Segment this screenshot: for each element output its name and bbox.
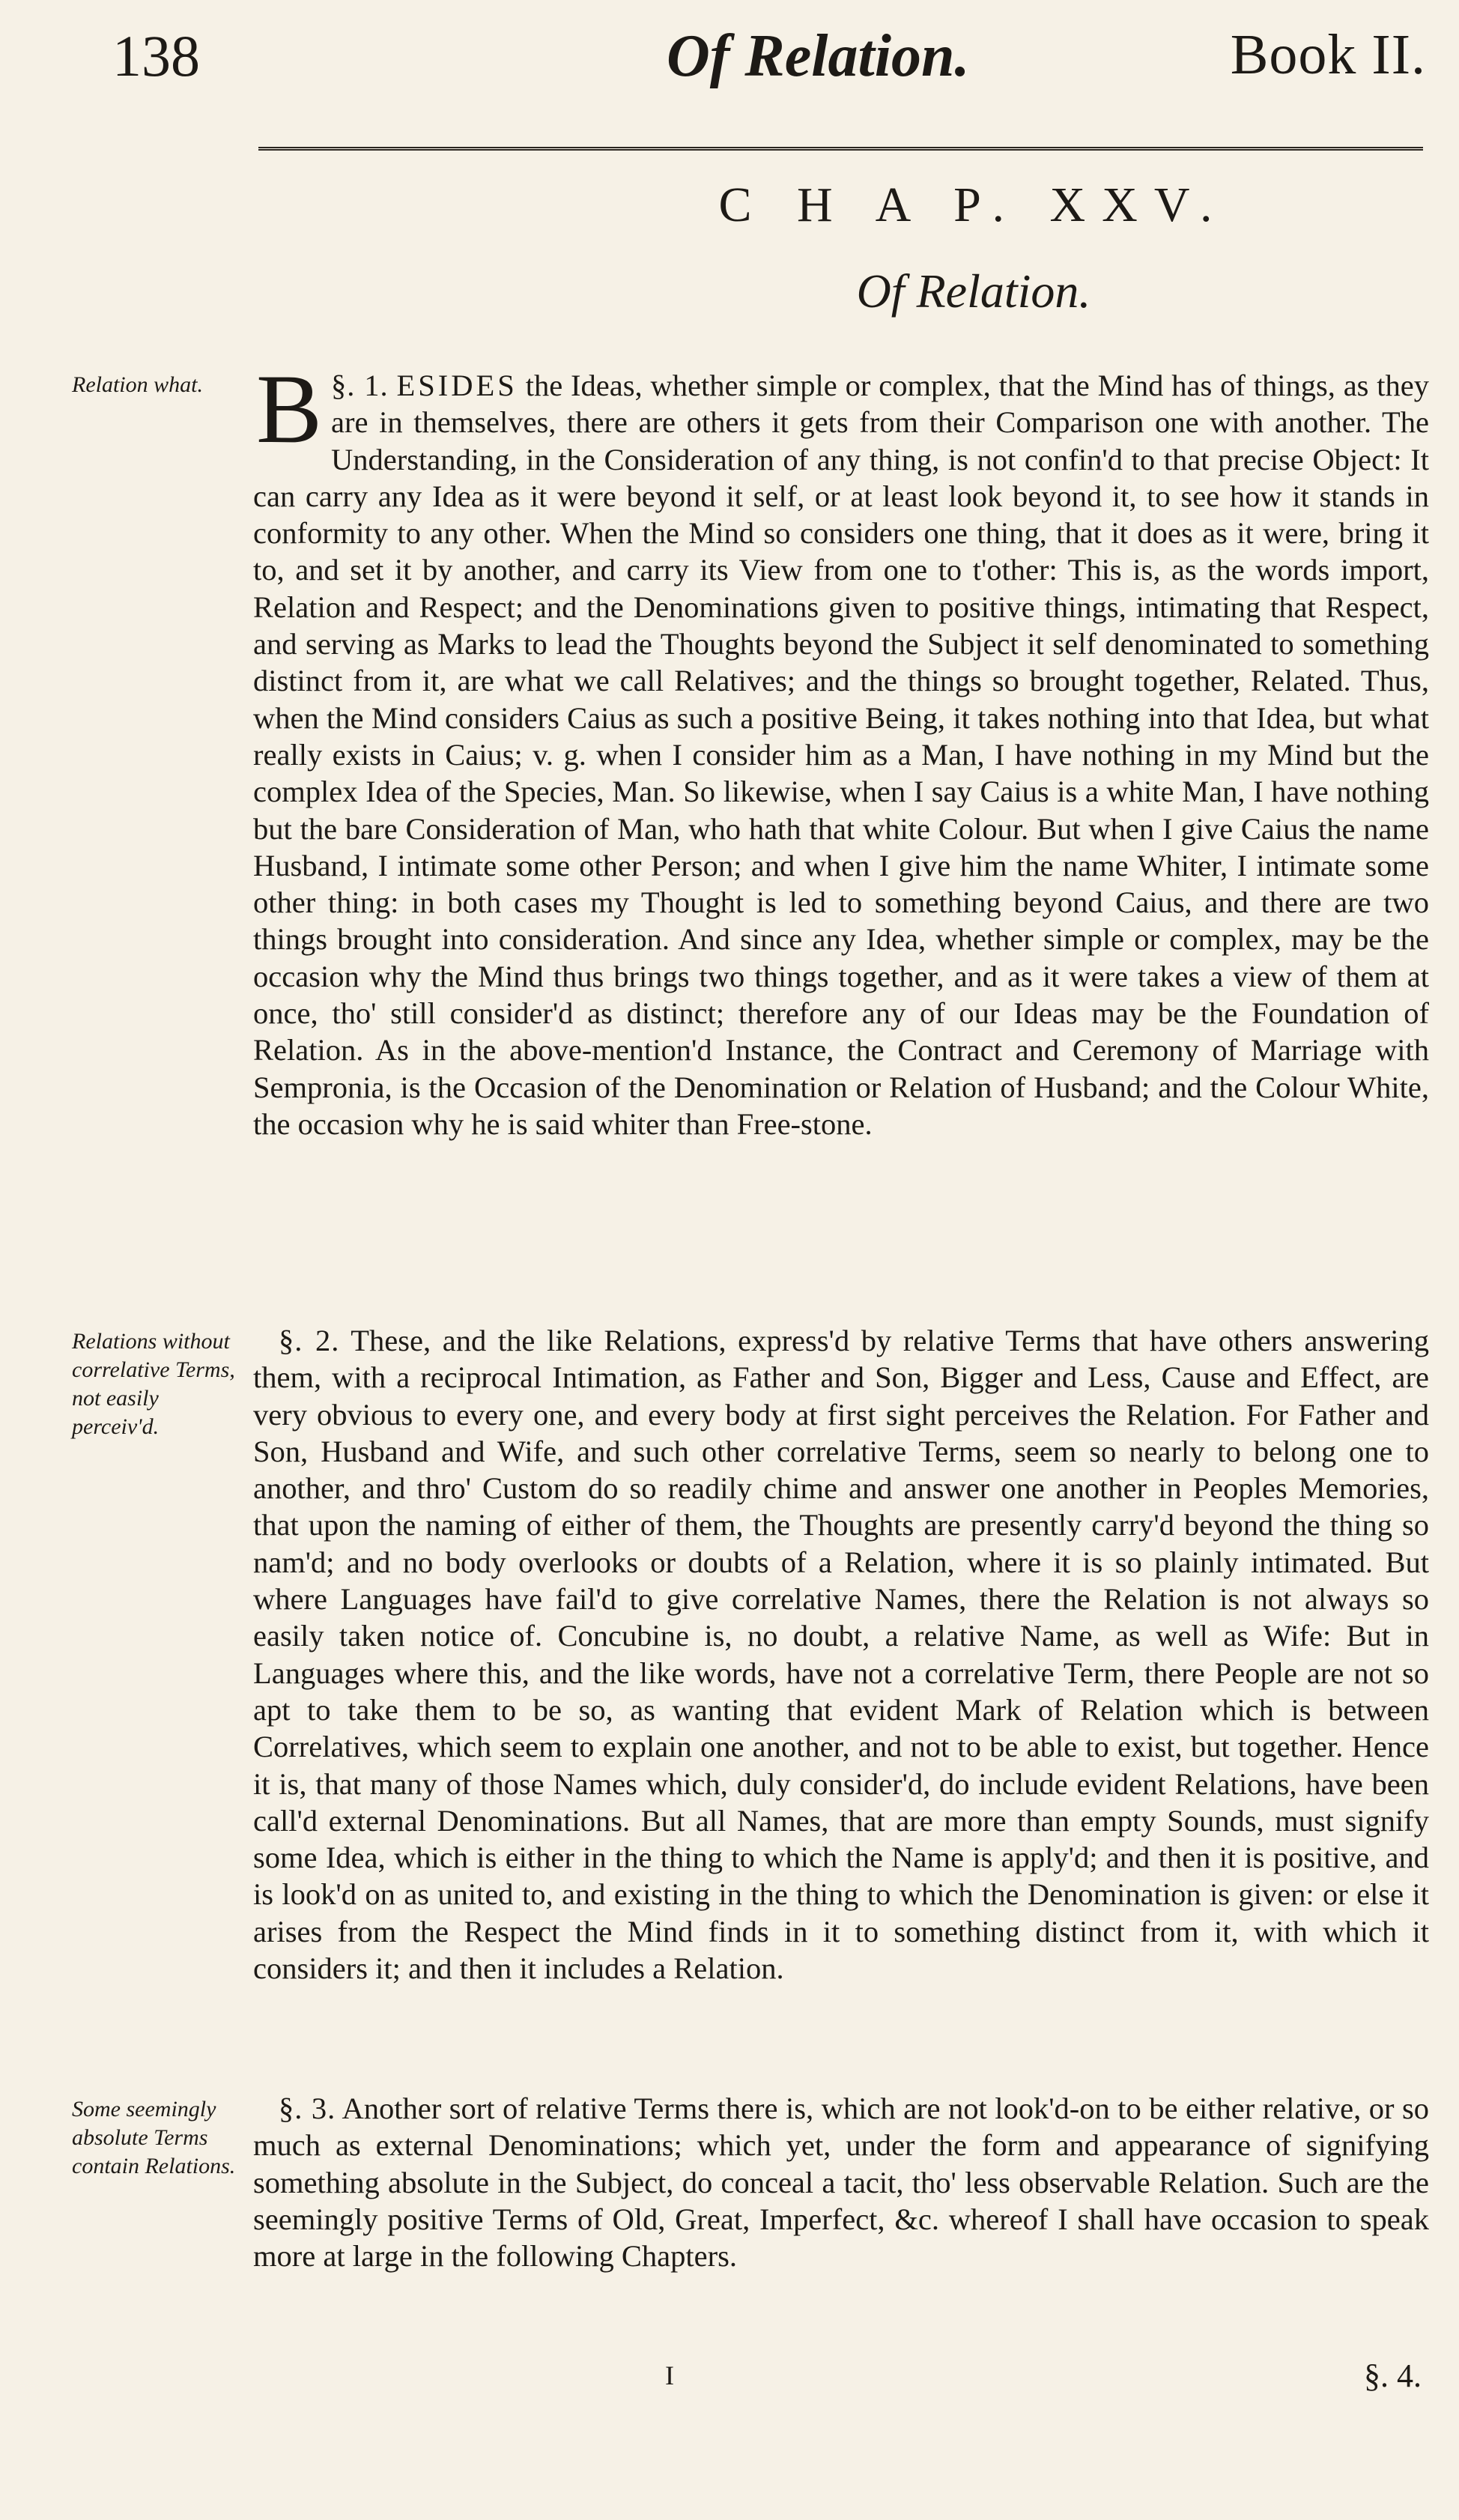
- book-label: Book II.: [1230, 23, 1426, 86]
- section-2-text: These, and the like Relations, express'd by relative Terms that have others answering them, with a reciprocal Intimation, as Father and Son, Bigger and Less, Cause and Effect, are very obvious to every one, and every body at first sight perceives the Relation. For Father and Son, Husband and Wife, and such other correlative Terms, seem so nearly to belong one to another, and thro' Custom do so readily chime and answer one another in Peoples Memories, that upon the naming of either of them, the Thoughts are presently carry'd beyond the thing so nam'd; and no body overlooks or doubts of a Relation, where it is so plainly intimated. But where Languages have fail'd to give correlative Names, there the Relation is not always so easily taken notice of. Concubine is, no doubt, a relative Name, as well as Wife: But in Languages where this, and the like words, have not a correlative Term, there People are not so apt to take them to be so, as wanting that evident Mark of Relation which is between Correlatives, which seem to explain one another, and not to be able to exist, but together. Hence it is, that many of those Names which, duly consider'd, do include evident Relations, have been call'd external Denominations. But all Names, that are more than empty Sounds, must signify some Idea, which is either in the thing to which the Name is apply'd; and then it is positive, and is look'd on as united to, and existing in the thing to which the Denomination is given: or else it arises from the Respect the Mind finds in it to something distinct from it, with which it considers it; and then it includes a Relation.: [253, 1324, 1429, 1986]
- section-1-mark: §. 1.: [331, 369, 389, 402]
- running-title: Of Relation.: [667, 23, 970, 89]
- section-3-paragraph: [253, 2090, 1429, 2274]
- section-1-paragraph: [253, 354, 1430, 1142]
- section-2-paragraph: [253, 1322, 1429, 1987]
- section-3-mark: §. 3.: [279, 2092, 336, 2125]
- header-rule: [258, 147, 1423, 153]
- chapter-title: Of Relation.: [856, 264, 1091, 318]
- section-3-text: Another sort of relative Terms there is, which are not look'd-on to be either relative, or so much as external Denominations; which yet, under the form and appearance of signifying something absolute in the Subject, do conceal a tacit, tho' less observable Relation. Such are the seemingly positive Terms of Old, Great, Imperfect, &c. whereof I shall have occasion to speak more at large in the following Chapters.: [253, 2092, 1429, 2274]
- chapter-number: C H A P. XXV.: [718, 178, 1229, 232]
- section-2-mark: §. 2.: [279, 1324, 340, 1357]
- sidenote-relation-what: Relation what.: [72, 372, 203, 397]
- page-number: 138: [112, 23, 200, 88]
- section-1-text: the Ideas, whether simple or complex, that the Mind has of things, as they are in themselves, there are others it gets from their Comparison one with another. The Understanding, in the Consideration of any thing, is not confin'd to that precise Object: It can carry any Idea as it were beyond it self, or at least look beyond it, to see how it stands in conformity to any other. When the Mind so considers one thing, that it does as it were, bring it to, and set it by another, and carry its View from one to t'other: This is, as the words import, Relation and Respect; and the Denominations given to positive things, intimating that Respect, and serving as Marks to lead the Thoughts beyond the Subject it self denominated to something distinct from it, are what we call Relatives; and the things so brought together, Related. Thus, when the Mind considers Caius as such a positive Being, it takes nothing into that Idea, but what really exists in Caius; v. g. when I consider him as a Man, I have nothing in my Mind but the complex Idea of the Species, Man. So likewise, when I say Caius is a white Man, I have nothing but the bare Consideration of Man, who hath that white Colour. But when I give Caius the name Husband, I intimate some other Person; and when I give him the name Whiter, I intimate some other thing: in both cases my Thought is led to something beyond Caius, and there are two things brought into consideration. And since any Idea, whether simple or complex, may be the occasion why the Mind thus brings two things together, and as it were takes a view of them at once, tho' still consider'd as distinct; therefore any of our Ideas may be the Foundation of Relation. As in the above-mention'd Instance, the Contract and Ceremony of Marriage with Sempronia, is the Occasion of the Denomination or Relation of Husband; and the Colour White, the occasion why he is said whiter than Free-stone.: [253, 369, 1430, 1141]
- signature-mark: I: [665, 2360, 674, 2390]
- sidenote-seemingly-absolute: Some seemingly absolute Terms contain Relations.: [72, 2097, 236, 2178]
- sidenote-correlative-terms: Relations without correlative Terms, not easily perceiv'd.: [72, 1329, 235, 1439]
- opening-word: ESIDES: [396, 369, 518, 402]
- catchword: §. 4.: [1364, 2357, 1422, 2394]
- drop-cap: B: [256, 354, 323, 464]
